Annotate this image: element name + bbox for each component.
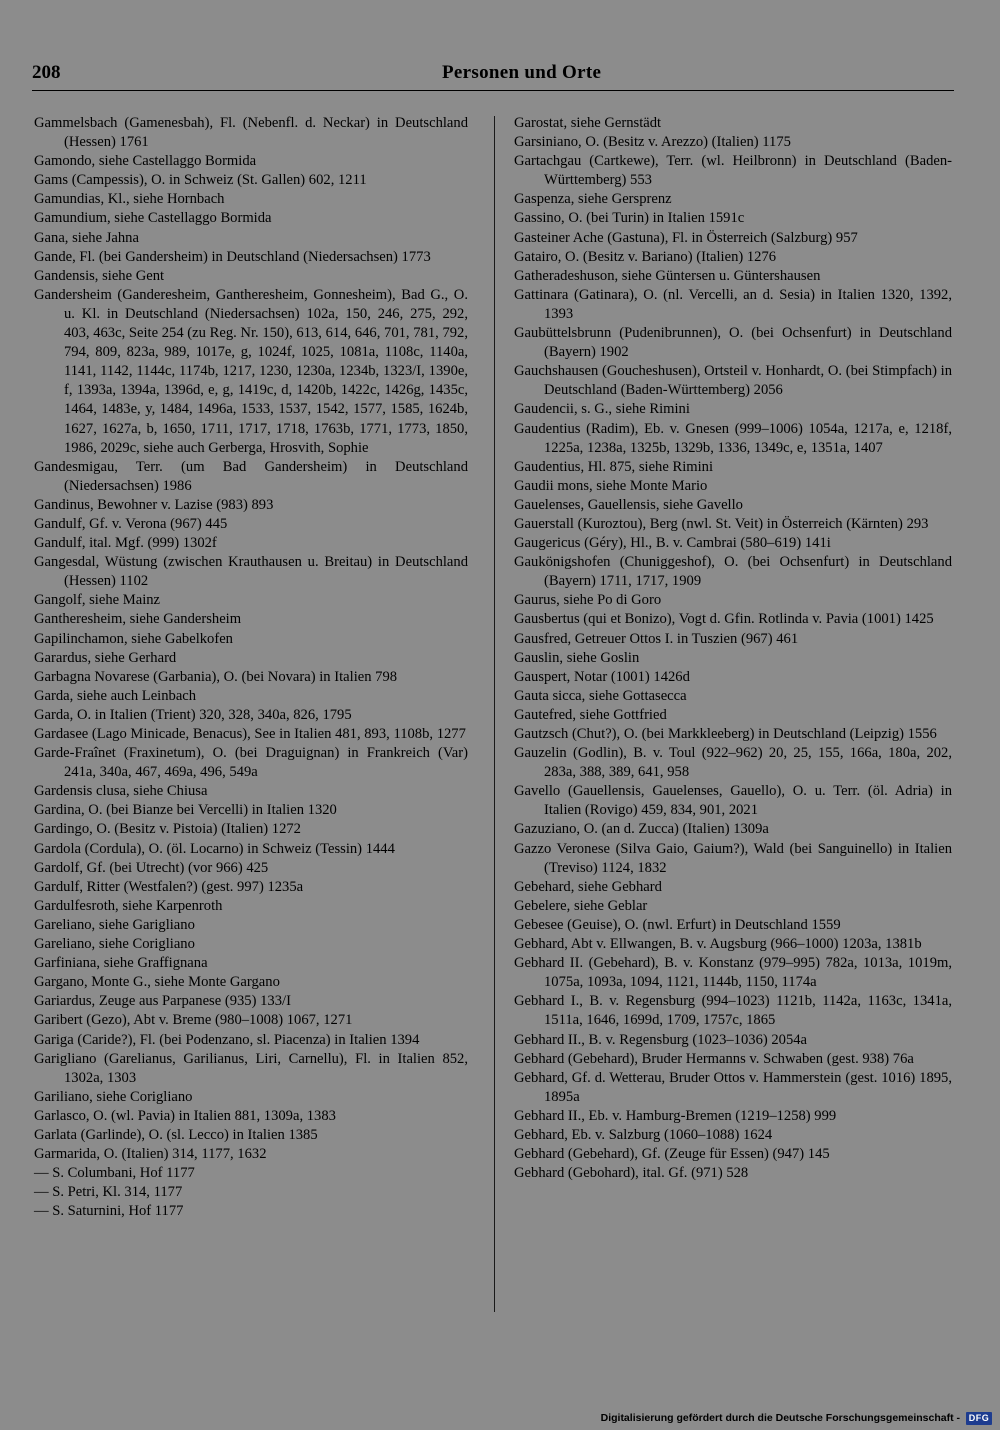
index-entry: Gaugericus (Géry), Hl., B. v. Cambrai (580–619) 141i: [514, 535, 831, 552]
index-entry: Gausfred, Getreuer Ottos I. in Tuszien (967) 461: [514, 630, 799, 647]
index-entry: Garigliano (Garelianus, Garilianus, Liri, Carnellu), Fl. in Italien 852, 1302a, 1303: [34, 1050, 468, 1086]
index-entry: Gebhard I., B. v. Regensburg (994–1023) 1121b, 1142a, 1163c, 1341a, 1511a, 1646, 1699d, 1709, 1757c, 1865: [514, 993, 952, 1029]
index-entry: Gazzo Veronese (Silva Gaio, Gaium?), Wald (bei Sanguinello) in Italien (Treviso) 1124, 1832: [514, 840, 952, 876]
index-entry: Gebhard, Gf. d. Wetterau, Bruder Ottos v. Hammerstein (gest. 1016) 1895, 1895a: [514, 1069, 952, 1105]
index-entry: Gandulf, Gf. v. Verona (967) 445: [34, 515, 228, 532]
index-entry: Gariga (Caride?), Fl. (bei Podenzano, sl. Piacenza) in Italien 1394: [34, 1031, 420, 1048]
index-entry: Gargano, Monte G., siehe Monte Gargano: [34, 974, 280, 991]
index-entry: Gebhard II., Eb. v. Hamburg-Bremen (1219–1258) 999: [514, 1107, 837, 1124]
index-entry: Gebesee (Geuise), O. (nwl. Erfurt) in Deutschland 1559: [514, 916, 841, 933]
index-entry: Gasteiner Ache (Gastuna), Fl. in Österreich (Salzburg) 957: [514, 229, 858, 246]
index-entry: Gana, siehe Jahna: [34, 229, 139, 246]
dfg-logo-icon: DFG: [966, 1412, 992, 1425]
index-entry: Gebhard (Gebehard), Gf. (Zeuge für Essen) (947) 145: [514, 1146, 830, 1163]
index-entry: Gautefred, siehe Gottfried: [514, 706, 667, 723]
index-entry: Garda, siehe auch Leinbach: [34, 687, 197, 704]
index-entry: Gatairo, O. (Besitz v. Bariano) (Italien) 1276: [514, 248, 777, 265]
index-entry: Gebhard (Gebohard), ital. Gf. (971) 528: [514, 1165, 749, 1182]
index-entry: Gariardus, Zeuge aus Parpanese (935) 133/I: [34, 993, 291, 1010]
index-entry: Garibert (Gezo), Abt v. Breme (980–1008) 1067, 1271: [34, 1012, 353, 1029]
index-entry: Gardasee (Lago Minicade, Benacus), See in Italien 481, 893, 1108b, 1277: [34, 726, 466, 742]
index-entry: Gardensis clusa, siehe Chiusa: [34, 783, 208, 800]
footer-text: Digitalisierung gefördert durch die Deutsche Forschungsgemeinschaft -: [600, 1412, 960, 1424]
index-entry: — S. Petri, Kl. 314, 1177: [34, 1184, 183, 1201]
right-column: [514, 114, 952, 1183]
index-entry: Gamundias, Kl., siehe Hornbach: [34, 191, 225, 208]
index-entry: Gande, Fl. (bei Gandersheim) in Deutschland (Niedersachsen) 1773: [34, 248, 431, 265]
index-entry: — S. Columbani, Hof 1177: [34, 1165, 195, 1182]
index-entry: Gebhard II., B. v. Regensburg (1023–1036) 2054a: [514, 1031, 808, 1048]
index-entry: Gaspenza, siehe Gersprenz: [514, 191, 672, 208]
index-entry: Gauerstall (Kuroztou), Berg (nwl. St. Veit) in Österreich (Kärnten) 293: [514, 515, 929, 532]
index-entry: Gauta sicca, siehe Gottasecca: [514, 687, 687, 704]
index-entry: Gandulf, ital. Mgf. (999) 1302f: [34, 535, 217, 552]
index-entry: Gebhard, Eb. v. Salzburg (1060–1088) 1624: [514, 1126, 773, 1143]
index-entry: Garlasco, O. (wl. Pavia) in Italien 881, 1309a, 1383: [34, 1107, 336, 1124]
index-entry: Garda, O. in Italien (Trient) 320, 328, 340a, 826, 1795: [34, 706, 352, 723]
index-entry: Gapilinchamon, siehe Gabelkofen: [34, 630, 233, 647]
index-entry: Gandersheim (Ganderesheim, Gantheresheim, Gonnesheim), Bad G., O. u. Kl. in Deutschland (Niedersachsen) 102a, 150, 246, 275, 292, 403, 463c, Seite 254 (zu Reg. Nr. 150), 613, 614, 646, 701, 781, 792, 794, 809, 823a, 989, 1017e, g, 1024f, 1025, 1081a, 1108c, 1140a, 1141, 1142, 1144c, 1174b, 1217, 1230, 1230a, 1234b, 1323/I, 1390e, f, 1393a, 1394a, 1396d, e, g, 1419c, d, 1420b, 1422c, 1426g, 1435c, 1464, 1483e, y, 1484, 1496a, 1533, 1537, 1542, 1577, 1585, 1624b, 1627, 1627a, b, 1650, 1711, 1717, 1718, 1763b, 1771, 1773, 1850, 1986, 2029c, siehe auch Gerberga, Hrosvith, Sophie: [34, 286, 468, 456]
index-entry: Gardulf, Ritter (Westfalen?) (gest. 997) 1235a: [34, 878, 304, 895]
index-entry: Gariliano, siehe Corigliano: [34, 1088, 193, 1105]
footer-credit: [601, 1411, 992, 1425]
index-entry: Gebhard II. (Gebehard), B. v. Konstanz (979–995) 782a, 1013a, 1019m, 1075a, 1093a, 1094, 1121, 1144b, 1150, 1174a: [514, 955, 952, 991]
index-entry: Gaukönigshofen (Chuniggeshof), O. (bei Ochsenfurt) in Deutschland (Bayern) 1711, 1717, 1909: [514, 554, 952, 590]
index-entry: Gaubüttelsbrunn (Pudenibrunnen), O. (bei Ochsenfurt) in Deutschland (Bayern) 1902: [514, 325, 952, 361]
column-divider: [494, 116, 495, 1312]
index-entry: Gebhard (Gebehard), Bruder Hermanns v. Schwaben (gest. 938) 76a: [514, 1050, 914, 1067]
page-header: [32, 62, 954, 91]
index-entry: Gardingo, O. (Besitz v. Pistoia) (Italien) 1272: [34, 821, 301, 838]
index-entry: — S. Saturnini, Hof 1177: [34, 1203, 184, 1220]
index-entry: Gauspert, Notar (1001) 1426d: [514, 668, 690, 685]
index-entry: Gavello (Gauellensis, Gauelenses, Gauello), O. u. Terr. (öl. Adria) in Italien (Rovigo) 459, 834, 901, 2021: [514, 783, 952, 819]
index-entry: Gebelere, siehe Geblar: [514, 897, 648, 914]
index-entry: Gams (Campessis), O. in Schweiz (St. Gallen) 602, 1211: [34, 172, 367, 189]
running-title: Personen und Orte: [442, 62, 602, 83]
index-entry: Gauelenses, Gauellensis, siehe Gavello: [514, 496, 743, 513]
index-entry: Gaudencii, s. G., siehe Rimini: [514, 401, 690, 418]
index-entry: Garbagna Novarese (Garbania), O. (bei Novara) in Italien 798: [34, 668, 398, 685]
index-entry: Gassino, O. (bei Turin) in Italien 1591c: [514, 210, 745, 227]
index-entry: Gardulfesroth, siehe Karpenroth: [34, 897, 223, 914]
index-entry: Gaudii mons, siehe Monte Mario: [514, 477, 708, 494]
index-entry: Gattinara (Gatinara), O. (nl. Vercelli, an d. Sesia) in Italien 1320, 1392, 1393: [514, 286, 952, 322]
index-entry: Gardina, O. (bei Bianze bei Vercelli) in Italien 1320: [34, 802, 337, 819]
index-entry: Gaudentius (Radim), Eb. v. Gnesen (999–1006) 1054a, 1217a, e, 1218f, 1225a, 1238a, 1325b, 1329b, 1336, 1349c, e, 1351a, 1407: [514, 420, 952, 456]
index-entry: Gauzelin (Godlin), B. v. Toul (922–962) 20, 25, 155, 166a, 180a, 202, 283a, 388, 389, 641, 958: [514, 745, 952, 781]
index-entry: Garardus, siehe Gerhard: [34, 649, 177, 666]
index-entry: Garmarida, O. (Italien) 314, 1177, 1632: [34, 1146, 267, 1163]
index-entry: Gebehard, siehe Gebhard: [514, 878, 662, 895]
index-entry: Gausbertus (qui et Bonizo), Vogt d. Gfin. Rotlinda v. Pavia (1001) 1425: [514, 611, 934, 628]
index-entry: Gazuziano, O. (an d. Zucca) (Italien) 1309a: [514, 821, 769, 838]
index-entry: Gareliano, siehe Garigliano: [34, 916, 195, 933]
index-entry: Gautzsch (Chut?), O. (bei Markkleeberg) in Deutschland (Leipzig) 1556: [514, 726, 937, 742]
index-entry: Gatheradeshuson, siehe Güntersen u. Güntershausen: [514, 267, 821, 284]
index-entry: Garostat, siehe Gernstädt: [514, 115, 662, 131]
index-entry: Gangolf, siehe Mainz: [34, 592, 161, 609]
index-entry: Gardola (Cordula), O. (öl. Locarno) in Schweiz (Tessin) 1444: [34, 840, 395, 857]
left-column: [34, 114, 468, 1221]
index-entry: Gamundium, siehe Castellaggo Bormida: [34, 210, 272, 227]
index-entry: Gaudentius, Hl. 875, siehe Rimini: [514, 458, 714, 475]
index-entry: Gammelsbach (Gamenesbah), Fl. (Nebenfl. d. Neckar) in Deutschland (Hessen) 1761: [34, 115, 468, 151]
index-entry: Gauchshausen (Goucheshusen), Ortsteil v. Honhardt, O. (bei Stimpfach) in Deutschland (Baden-Württemberg) 2056: [514, 363, 952, 399]
index-entry: Gebhard, Abt v. Ellwangen, B. v. Augsburg (966–1000) 1203a, 1381b: [514, 936, 922, 953]
index-entry: Gandinus, Bewohner v. Lazise (983) 893: [34, 496, 274, 513]
index-entry: Gardolf, Gf. (bei Utrecht) (vor 966) 425: [34, 859, 269, 876]
index-entry: Gauslin, siehe Goslin: [514, 649, 640, 666]
index-entry: Garde-Fraînet (Fraxinetum), O. (bei Draguignan) in Frankreich (Var) 241a, 340a, 467, 469a, 496, 549a: [34, 745, 468, 781]
index-entry: Gareliano, siehe Corigliano: [34, 936, 195, 953]
index-entry: Garlata (Garlinde), O. (sl. Lecco) in Italien 1385: [34, 1126, 318, 1143]
page-number: 208: [32, 62, 61, 83]
index-entry: Gamondo, siehe Castellaggo Bormida: [34, 153, 257, 170]
index-entry: Gangesdal, Wüstung (zwischen Krauthausen u. Breitau) in Deutschland (Hessen) 1102: [34, 554, 468, 590]
index-entry: Gantheresheim, siehe Gandersheim: [34, 611, 242, 628]
index-entry: Gartachgau (Cartkewe), Terr. (wl. Heilbronn) in Deutschland (Baden-Württemberg) 553: [514, 153, 952, 189]
index-entry: Garsiniano, O. (Besitz v. Arezzo) (Italien) 1175: [514, 134, 791, 151]
index-entry: Garfiniana, siehe Graffignana: [34, 955, 208, 972]
index-entry: Gandesmigau, Terr. (um Bad Gandersheim) in Deutschland (Niedersachsen) 1986: [34, 458, 468, 494]
index-entry: Gandensis, siehe Gent: [34, 267, 165, 284]
index-entry: Gaurus, siehe Po di Goro: [514, 592, 662, 609]
